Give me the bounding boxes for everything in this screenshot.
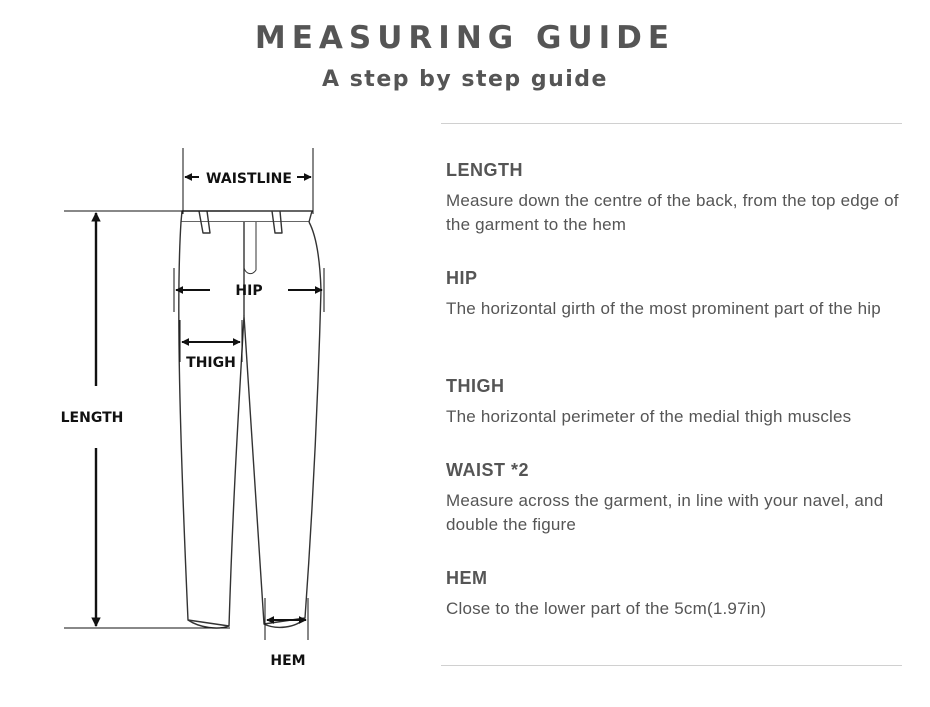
guide-item-hem <box>446 568 906 621</box>
guide-item-title: THIGH <box>446 376 505 396</box>
length-label: LENGTH <box>60 410 124 426</box>
guide-item-text: The horizontal girth of the most prominent part of the hip <box>446 299 881 318</box>
page-title: MEASURING GUIDE <box>254 20 676 56</box>
guide-item-waist <box>446 460 906 537</box>
guide-item-title: LENGTH <box>446 160 523 180</box>
trousers-outline <box>179 211 321 628</box>
waistline-measure <box>183 148 313 214</box>
guide-item-length <box>446 160 906 237</box>
guide-item-title: HEM <box>446 568 488 588</box>
top-divider <box>441 123 902 124</box>
guide-item-title: WAIST *2 <box>446 460 530 480</box>
trousers-measurement-diagram <box>0 140 430 680</box>
hip-label: HIP <box>235 283 263 299</box>
thigh-label: THIGH <box>186 355 236 371</box>
guide-item-thigh <box>446 376 906 429</box>
waistline-label: WAISTLINE <box>206 171 292 187</box>
hem-label: HEM <box>270 653 306 669</box>
guide-item-text: The horizontal perimeter of the medial thigh muscles <box>446 407 852 426</box>
guide-item-text: Close to the lower part of the 5cm(1.97in) <box>446 599 767 618</box>
guide-item-title: HIP <box>446 268 478 288</box>
page-subtitle: A step by step guide <box>322 67 608 92</box>
bottom-divider <box>441 665 902 666</box>
guide-item-hip <box>446 268 906 321</box>
guide-item-text: Measure down the centre of the back, from the top edge of the garment to the hem <box>446 191 899 234</box>
guide-item-text: Measure across the garment, in line with your navel, and double the figure <box>446 491 884 534</box>
